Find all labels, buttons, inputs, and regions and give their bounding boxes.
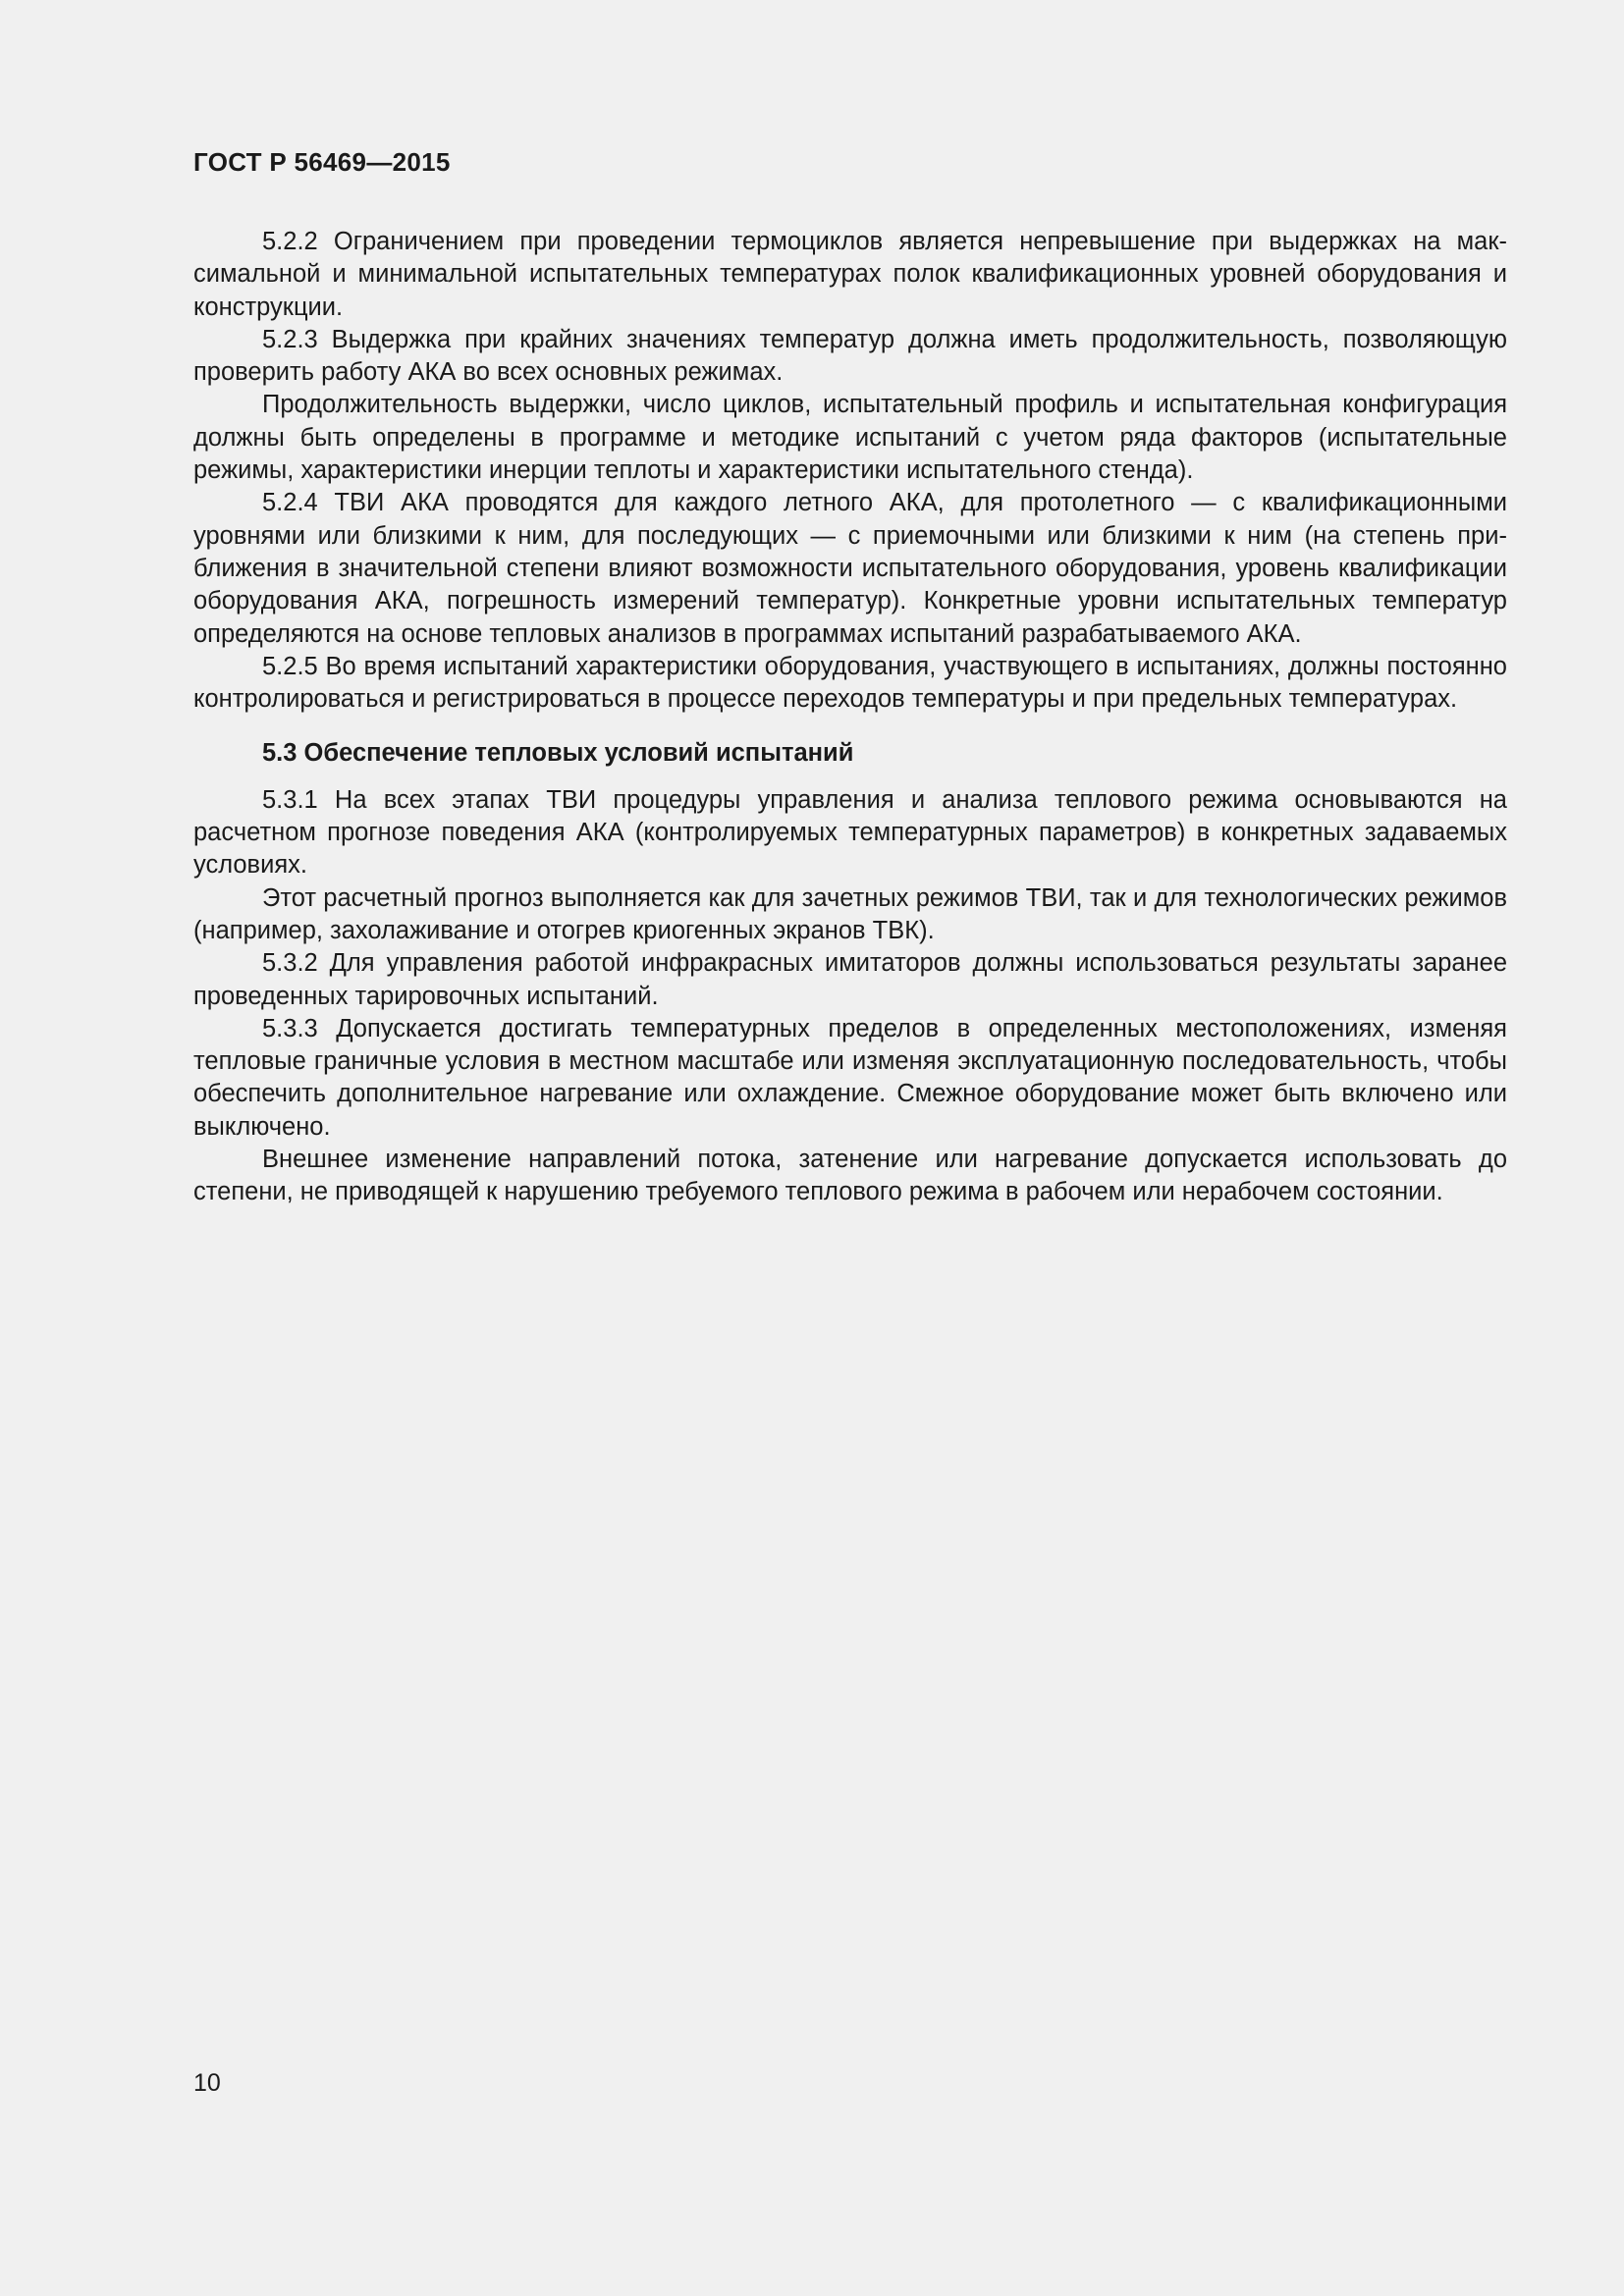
paragraph-5-2-2: 5.2.2 Ограничением при проведении термоциклов является непревышение при выдержках на максимальной и минимальной испытательных температурах полок квалификационных уровней оборудования и конструкции.: [193, 228, 1507, 321]
paragraph-5-2-5: 5.2.5 Во время испытаний характеристики оборудования, участвующего в испытаниях, должны постоянно контролироваться и регистрироваться в процессе переходов температуры и при предельных температурах.: [193, 652, 1507, 714]
page-number: 10: [193, 2069, 221, 2097]
document-header-code: ГОСТ Р 56469—2015: [193, 147, 451, 177]
paragraph-5-2-3: 5.2.3 Выдержка при крайних значениях температур должна иметь продолжительность, позволяющую проверить работу АКА во всех основных режимах.: [193, 325, 1507, 387]
paragraph-5-3-3-continuation: Внешнее изменение направлений потока, затенение или нагревание допускается использовать до степени, не приводящей к нарушению требуемого теплового режима в рабочем или нерабочем состоянии.: [193, 1146, 1507, 1206]
paragraph-5-2-3-continuation: Продолжительность выдержки, число циклов, испытательный профиль и испытательная конфигурация должны быть определены в программе и методике испытаний с учетом ряда факторов (испытательные режимы, характеристики инерции теплоты и характеристики испытательного стенда).: [193, 391, 1507, 485]
paragraph-5-3-3: 5.3.3 Допускается достигать температурных пределов в определенных местоположениях, изменяя тепловые граничные условия в местном масштабе или изменяя эксплуатационную последовательность, чтобы обеспечить дополнительное нагревание или охлаждение. Смежное оборудование может быть включено или выключено.: [193, 1014, 1507, 1141]
document-body: [193, 226, 1507, 1209]
paragraph-5-2-4: 5.2.4 ТВИ АКА проводятся для каждого летного АКА, для протолетного — с квалификационными уровнями или близкими к ним, для последующих — с приемочными или близкими к ним (на степень приближения в значительной степени влияют возможности испытательного оборудования, уровень квалификации оборудования АКА, погрешность измерений температур). Конкретные уровни испытательных температур определяются на основе тепловых анализов в программах испытаний разрабатываемого АКА.: [193, 489, 1507, 648]
section-heading-5-3: 5.3 Обеспечение тепловых условий испытаний: [262, 739, 854, 768]
paragraph-5-3-1: 5.3.1 На всех этапах ТВИ процедуры управления и анализа теплового режима основываются на расчетном прогнозе поведения АКА (контролируемых температурных параметров) в конкретных задаваемых условиях.: [193, 785, 1507, 880]
paragraph-5-3-2: 5.3.2 Для управления работой инфракрасных имитаторов должны использоваться результаты заранее проведенных тарировочных испытаний.: [193, 949, 1507, 1010]
paragraph-5-3-1-continuation: Этот расчетный прогноз выполняется как для зачетных режимов ТВИ, так и для технологических режимов (например, захолаживание и отогрев криогенных экранов ТВК).: [193, 883, 1507, 944]
